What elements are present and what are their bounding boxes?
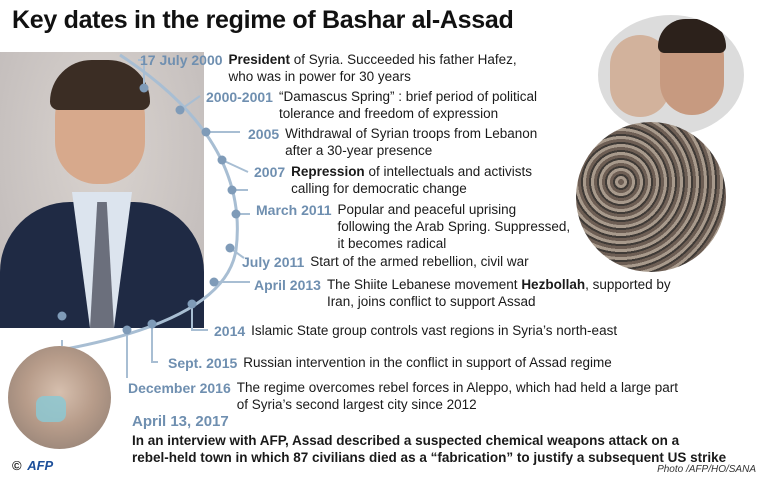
- timeline-entry: [168, 354, 612, 372]
- timeline-entry: [248, 125, 537, 159]
- timeline-entry: [254, 163, 532, 197]
- event-description: Popular and peaceful uprising following the Arab Spring. Suppressed, it becomes radical: [337, 202, 571, 251]
- timeline-dot: [176, 106, 185, 115]
- timeline-dot: [232, 210, 241, 219]
- timeline-dot: [210, 278, 219, 287]
- timeline-dot: [148, 320, 157, 329]
- event-date: 2005: [248, 126, 280, 142]
- event-description: The regime overcomes rebel forces in Aleppo, which had held a large part of Syria’s second largest city since 2012: [236, 380, 678, 412]
- timeline-entry: [128, 379, 678, 413]
- event-date: 17 July 2000: [140, 52, 223, 68]
- final-event-description: In an interview with AFP, Assad described a suspected chemical weapons attack on a rebel-held town in which 87 civilians died as a “fabrication” to justify a subsequent US strike: [132, 433, 727, 465]
- event-date: Sept. 2015: [168, 355, 238, 371]
- timeline-entry: [256, 201, 570, 252]
- final-event-date: April 13, 2017: [132, 413, 229, 430]
- event-date: December 2016: [128, 380, 231, 396]
- timeline-dot: [226, 244, 235, 253]
- timeline-dot: [188, 300, 197, 309]
- event-description: Russian intervention in the conflict in support of Assad regime: [243, 355, 612, 370]
- protest-crowd-photo: [576, 122, 726, 272]
- timeline-entry: [206, 88, 537, 122]
- copyright-symbol: ©: [12, 458, 22, 473]
- timeline-entry: [242, 253, 529, 271]
- timeline-dot: [202, 128, 211, 137]
- event-date: 2007: [254, 164, 286, 180]
- timeline-dot: [228, 186, 237, 195]
- event-date: 2000-2001: [206, 89, 273, 105]
- photo-credit: Photo /AFP/HO/SANA: [657, 464, 756, 475]
- hafez-and-bashar-photo: [598, 15, 744, 135]
- event-date: April 2013: [254, 277, 321, 293]
- event-description: “Damascus Spring” : brief period of political tolerance and freedom of expression: [278, 89, 538, 121]
- event-description: President of Syria. Succeeded his father Hafez, who was in power for 30 years: [228, 52, 517, 84]
- timeline-entry: [254, 276, 671, 310]
- timeline-dot: [58, 312, 67, 321]
- child-oxygen-mask-photo: [8, 346, 111, 449]
- event-description: The Shiite Lebanese movement Hezbollah, supported by Iran, joins conflict to support Assad: [326, 277, 671, 309]
- event-date: July 2011: [242, 254, 305, 270]
- event-date: March 2011: [256, 202, 332, 218]
- page-title: Key dates in the regime of Bashar al-Assad: [12, 6, 514, 34]
- timeline-entry: [214, 322, 617, 340]
- event-description: Islamic State group controls vast regions in Syria’s north-east: [251, 323, 618, 338]
- timeline-dot: [218, 156, 227, 165]
- timeline-dot: [123, 326, 132, 335]
- event-description: Withdrawal of Syrian troops from Lebanon after a 30-year presence: [285, 126, 538, 158]
- copyright: [12, 458, 53, 473]
- afp-logo: AFP: [27, 458, 54, 473]
- event-description: Repression of intellectuals and activists calling for democratic change: [291, 164, 533, 196]
- timeline-entry: [140, 51, 517, 85]
- event-date: 2014: [214, 323, 246, 339]
- event-description: Start of the armed rebellion, civil war: [310, 254, 529, 269]
